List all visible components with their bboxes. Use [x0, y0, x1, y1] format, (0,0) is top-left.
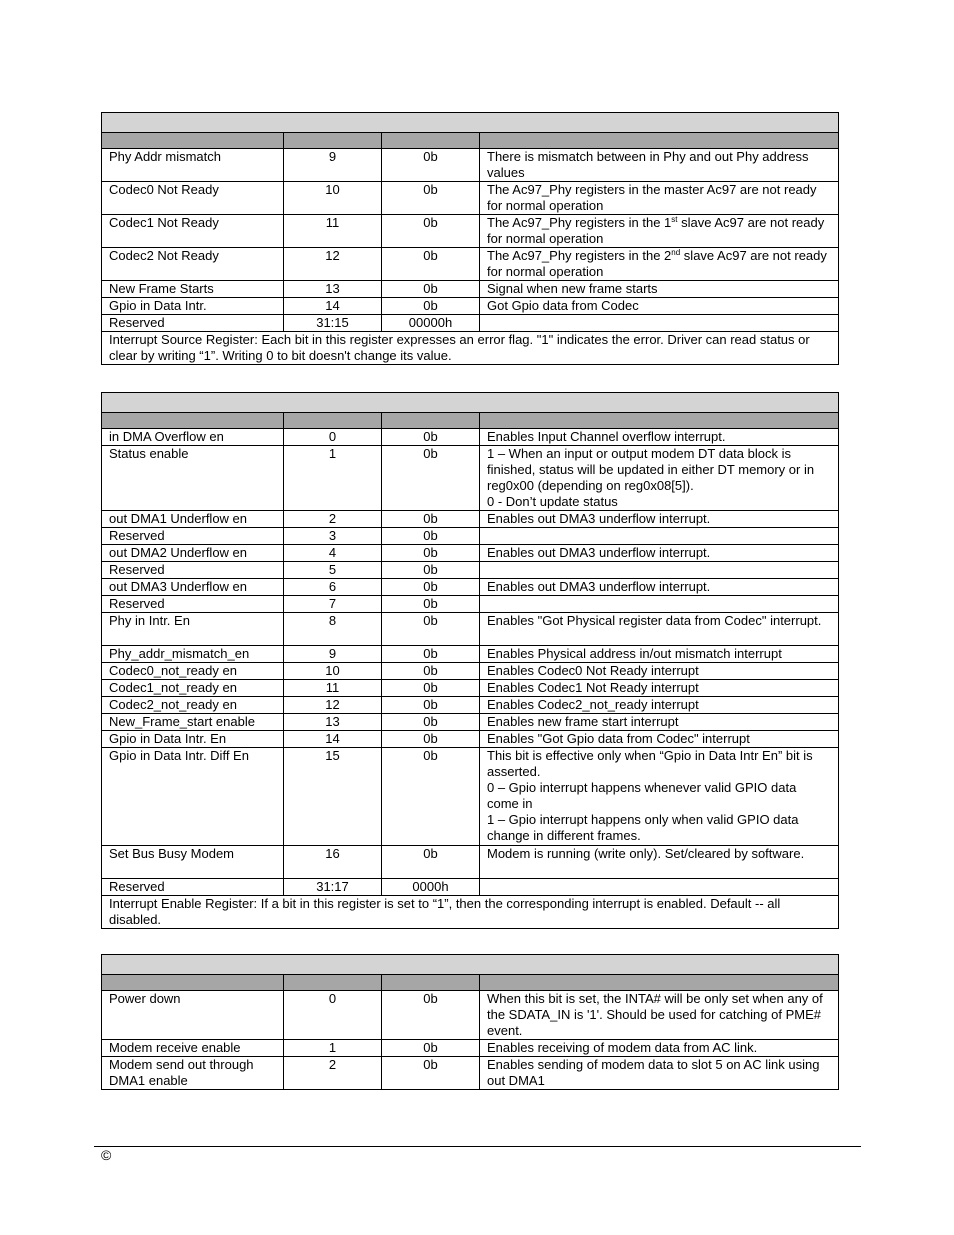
field-bit: 1	[284, 446, 382, 511]
field-default: 0b	[382, 545, 480, 562]
field-description: Modem is running (write only). Set/cleared by software.	[480, 846, 839, 879]
table-row	[102, 446, 839, 511]
field-description: Enables Physical address in/out mismatch interrupt	[480, 646, 839, 663]
field-bit: 16	[284, 846, 382, 879]
table-row	[102, 680, 839, 697]
field-bit: 31:17	[284, 879, 382, 896]
ordinal-superscript: nd	[671, 248, 681, 257]
field-bit: 5	[284, 562, 382, 579]
field-default: 0b	[382, 748, 480, 846]
field-name: Codec1 Not Ready	[102, 215, 284, 248]
field-description	[480, 562, 839, 579]
field-description: Enables new frame start interrupt	[480, 714, 839, 731]
table-row	[102, 879, 839, 896]
field-name: out DMA3 Underflow en	[102, 579, 284, 596]
register-note: Interrupt Enable Register: If a bit in this register is set to “1”, then the corresponding interrupt is enabled. Default -- all disabled.	[102, 896, 839, 929]
table-row	[102, 714, 839, 731]
field-name: Reserved	[102, 562, 284, 579]
field-description: Enables Codec1 Not Ready interrupt	[480, 680, 839, 697]
field-default: 0b	[382, 182, 480, 215]
field-description: Enables receiving of modem data from AC link.	[480, 1040, 839, 1057]
field-name: Reserved	[102, 596, 284, 613]
field-bit: 14	[284, 298, 382, 315]
field-description: Enables "Got Gpio data from Codec" interrupt	[480, 731, 839, 748]
description-line: 1 – When an input or output modem DT data block is finished, status will be updated in either DT memory or in reg0x00 (depending on reg0x08[5]).	[487, 446, 815, 493]
field-bit: 0	[284, 429, 382, 446]
field-bit: 12	[284, 248, 382, 281]
table-row	[102, 697, 839, 714]
field-name: Gpio in Data Intr. En	[102, 731, 284, 748]
field-default: 0b	[382, 562, 480, 579]
field-description	[480, 748, 839, 846]
field-default: 0b	[382, 991, 480, 1040]
table-row	[102, 248, 839, 281]
field-default: 00000h	[382, 315, 480, 332]
field-name: Codec2 Not Ready	[102, 248, 284, 281]
field-name: in DMA Overflow en	[102, 429, 284, 446]
interrupt-source-register-table	[101, 112, 839, 365]
field-bit: 13	[284, 281, 382, 298]
field-name: out DMA1 Underflow en	[102, 511, 284, 528]
table-row	[102, 579, 839, 596]
field-default: 0000h	[382, 879, 480, 896]
copyright-symbol: ©	[101, 1147, 112, 1163]
table-row	[102, 315, 839, 332]
field-default: 0b	[382, 646, 480, 663]
table-title-row	[102, 393, 839, 413]
field-default: 0b	[382, 528, 480, 545]
field-description	[480, 596, 839, 613]
field-bit: 2	[284, 511, 382, 528]
footer-divider	[94, 1146, 861, 1147]
field-description: There is mismatch between in Phy and out Phy address values	[480, 149, 839, 182]
field-description: The Ac97_Phy registers in the 1st slave Ac97 are not ready for normal operation	[480, 215, 839, 248]
field-default: 0b	[382, 731, 480, 748]
interrupt-enable-register-table	[101, 392, 839, 929]
field-bit: 11	[284, 680, 382, 697]
field-name: Reserved	[102, 315, 284, 332]
ordinal-superscript: st	[671, 215, 678, 224]
field-default: 0b	[382, 613, 480, 646]
description-line: 0 - Don’t update status	[487, 494, 618, 509]
field-name: Codec0 Not Ready	[102, 182, 284, 215]
field-description	[480, 446, 839, 511]
field-default: 0b	[382, 846, 480, 879]
field-default: 0b	[382, 429, 480, 446]
field-description	[480, 879, 839, 896]
field-description: Got Gpio data from Codec	[480, 298, 839, 315]
field-bit: 13	[284, 714, 382, 731]
table-row	[102, 429, 839, 446]
field-name: Phy in Intr. En	[102, 613, 284, 646]
field-name: out DMA2 Underflow en	[102, 545, 284, 562]
modem-control-register-table	[101, 954, 839, 1090]
field-description: Enables Codec2_not_ready interrupt	[480, 697, 839, 714]
field-bit: 3	[284, 528, 382, 545]
description-line: This bit is effective only when “Gpio in Data Intr En” bit is asserted.	[487, 748, 813, 779]
field-default: 0b	[382, 1057, 480, 1090]
table-row	[102, 511, 839, 528]
field-name: Gpio in Data Intr.	[102, 298, 284, 315]
field-name: Phy_addr_mismatch_en	[102, 646, 284, 663]
field-description: Enables out DMA3 underflow interrupt.	[480, 545, 839, 562]
field-name: Modem send out through DMA1 enable	[102, 1057, 284, 1090]
field-name: Phy Addr mismatch	[102, 149, 284, 182]
field-name: Reserved	[102, 528, 284, 545]
field-description: Enables out DMA3 underflow interrupt.	[480, 511, 839, 528]
field-name: Reserved	[102, 879, 284, 896]
field-description: The Ac97_Phy registers in the master Ac97 are not ready for normal operation	[480, 182, 839, 215]
field-bit: 8	[284, 613, 382, 646]
table-row	[102, 846, 839, 879]
field-bit: 9	[284, 646, 382, 663]
table-row	[102, 562, 839, 579]
table-header-row	[102, 975, 839, 991]
field-default: 0b	[382, 596, 480, 613]
field-default: 0b	[382, 579, 480, 596]
table-row	[102, 1040, 839, 1057]
table-header-row	[102, 413, 839, 429]
field-name: Set Bus Busy Modem	[102, 846, 284, 879]
table-header-row	[102, 133, 839, 149]
field-description: Signal when new frame starts	[480, 281, 839, 298]
field-description: Enables Input Channel overflow interrupt.	[480, 429, 839, 446]
field-default: 0b	[382, 298, 480, 315]
table-row	[102, 646, 839, 663]
field-bit: 0	[284, 991, 382, 1040]
field-default: 0b	[382, 663, 480, 680]
field-description	[480, 315, 839, 332]
field-bit: 10	[284, 182, 382, 215]
field-bit: 11	[284, 215, 382, 248]
field-bit: 4	[284, 545, 382, 562]
field-description: Enables out DMA3 underflow interrupt.	[480, 579, 839, 596]
field-bit: 31:15	[284, 315, 382, 332]
table-row	[102, 149, 839, 182]
description-line: 1 – Gpio interrupt happens only when valid GPIO data change in different frames.	[487, 812, 799, 843]
field-default: 0b	[382, 446, 480, 511]
table-row	[102, 281, 839, 298]
field-bit: 1	[284, 1040, 382, 1057]
field-name: Modem receive enable	[102, 1040, 284, 1057]
field-name: New_Frame_start enable	[102, 714, 284, 731]
field-bit: 2	[284, 1057, 382, 1090]
field-name: New Frame Starts	[102, 281, 284, 298]
field-bit: 12	[284, 697, 382, 714]
field-name: Gpio in Data Intr. Diff En	[102, 748, 284, 846]
field-bit: 6	[284, 579, 382, 596]
table-title-row	[102, 113, 839, 133]
field-name: Codec1_not_ready en	[102, 680, 284, 697]
table-title-row	[102, 955, 839, 975]
table-row	[102, 528, 839, 545]
field-default: 0b	[382, 215, 480, 248]
field-bit: 9	[284, 149, 382, 182]
field-description: Enables "Got Physical register data from Codec" interrupt.	[480, 613, 839, 646]
field-default: 0b	[382, 248, 480, 281]
table-row	[102, 1057, 839, 1090]
field-name: Codec0_not_ready en	[102, 663, 284, 680]
table-row	[102, 991, 839, 1040]
field-bit: 15	[284, 748, 382, 846]
table-note-row	[102, 896, 839, 929]
table-row	[102, 545, 839, 562]
field-default: 0b	[382, 697, 480, 714]
field-name: Power down	[102, 991, 284, 1040]
field-bit: 7	[284, 596, 382, 613]
table-row	[102, 596, 839, 613]
field-default: 0b	[382, 149, 480, 182]
description-line: 0 – Gpio interrupt happens whenever valid GPIO data come in	[487, 780, 797, 811]
table-row	[102, 748, 839, 846]
table-row	[102, 298, 839, 315]
table-row	[102, 731, 839, 748]
table-row	[102, 613, 839, 646]
field-description	[480, 528, 839, 545]
field-description: The Ac97_Phy registers in the 2nd slave Ac97 are not ready for normal operation	[480, 248, 839, 281]
field-bit: 10	[284, 663, 382, 680]
field-description: When this bit is set, the INTA# will be only set when any of the SDATA_IN is '1'. Should be used for catching of PME# event.	[480, 991, 839, 1040]
register-note: Interrupt Source Register: Each bit in this register expresses an error flag. "1" indicates the error. Driver can read status or clear by writing “1”. Writing 0 to bit doesn't change its value.	[102, 332, 839, 365]
table-row	[102, 215, 839, 248]
field-description: Enables sending of modem data to slot 5 on AC link using out DMA1	[480, 1057, 839, 1090]
field-default: 0b	[382, 281, 480, 298]
table-note-row	[102, 332, 839, 365]
field-default: 0b	[382, 1040, 480, 1057]
field-name: Codec2_not_ready en	[102, 697, 284, 714]
field-default: 0b	[382, 680, 480, 697]
field-name: Status enable	[102, 446, 284, 511]
table-row	[102, 663, 839, 680]
field-description: Enables Codec0 Not Ready interrupt	[480, 663, 839, 680]
field-bit: 14	[284, 731, 382, 748]
field-default: 0b	[382, 714, 480, 731]
table-row	[102, 182, 839, 215]
field-default: 0b	[382, 511, 480, 528]
